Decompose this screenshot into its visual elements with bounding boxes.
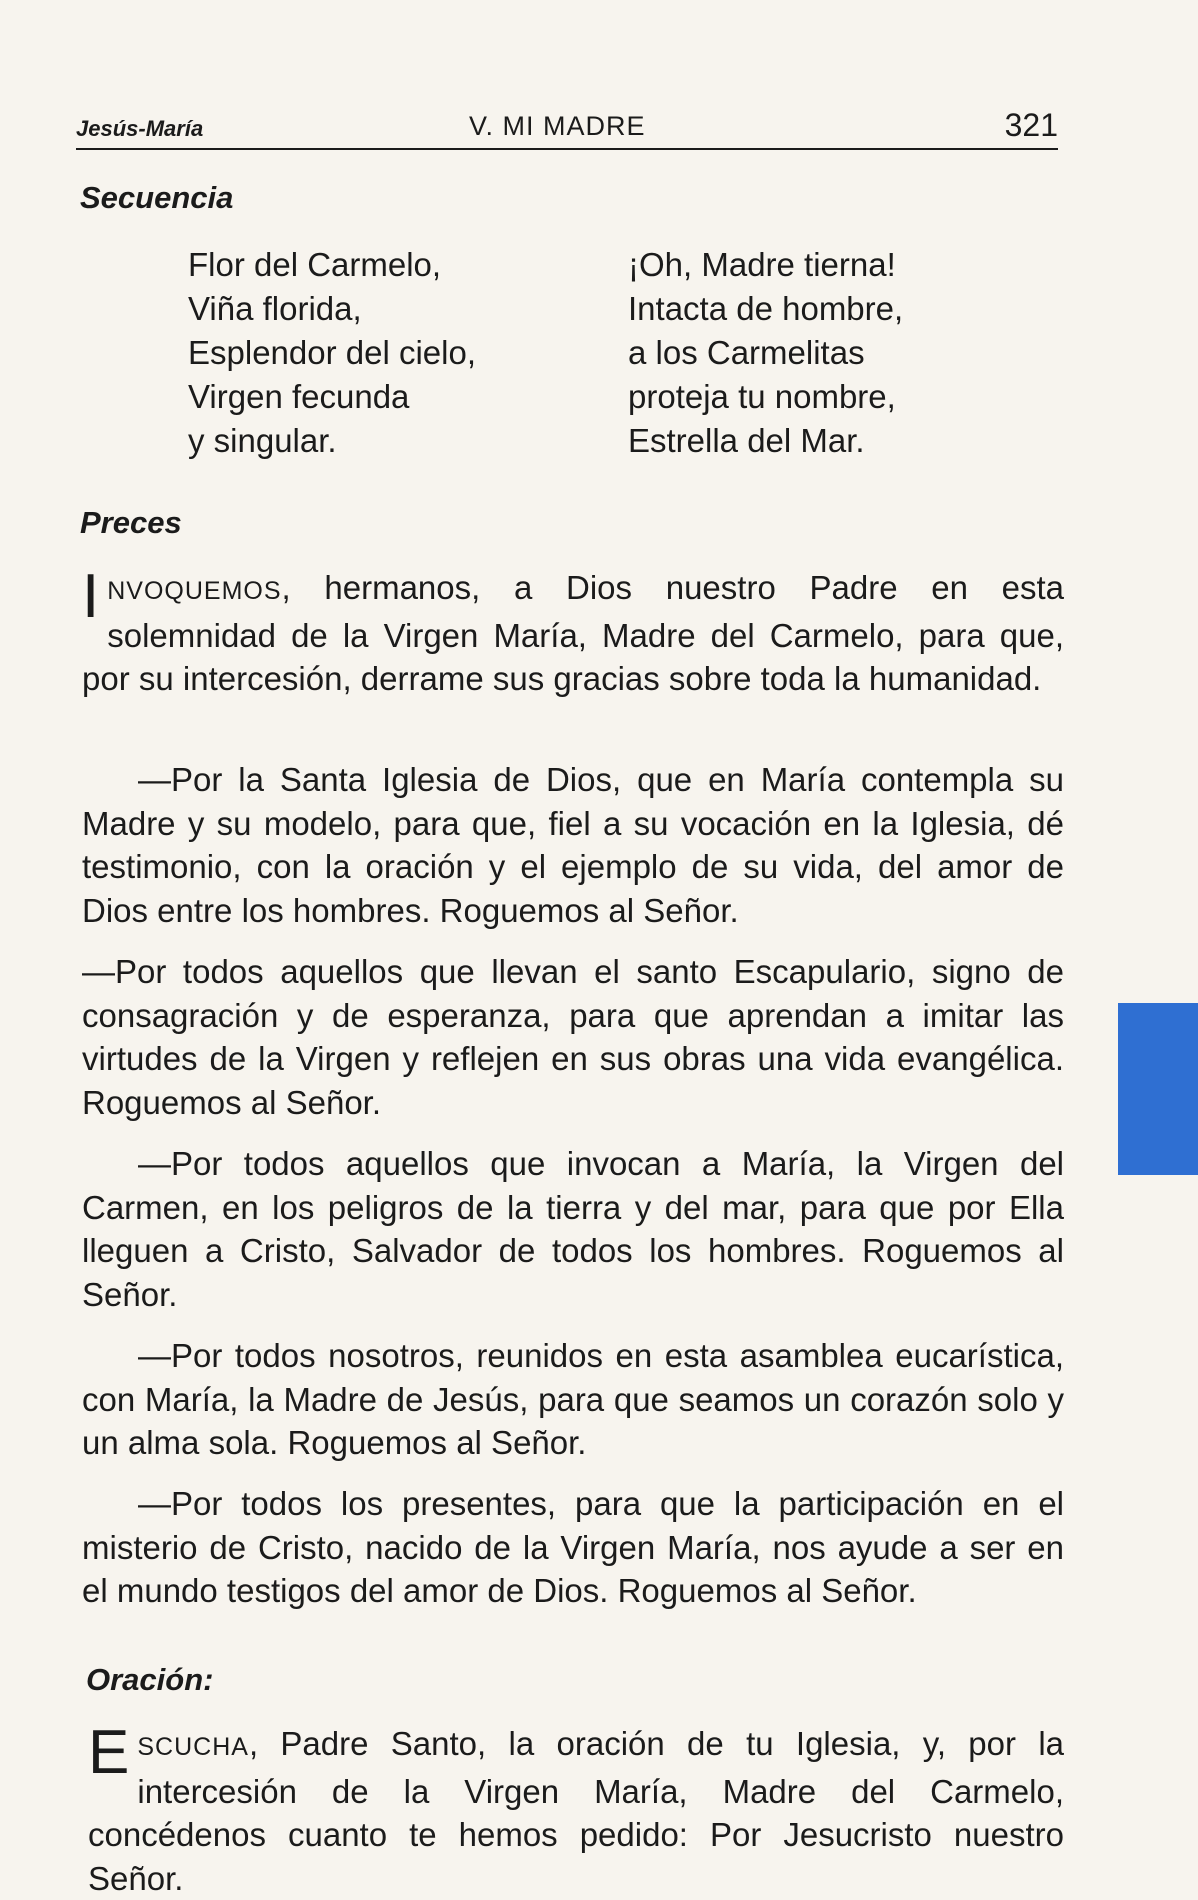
oracion-title: Oración: bbox=[86, 1662, 214, 1697]
petition-5: —Por todos los presentes, para que la participación en el misterio de Cristo, nacido de la Virgen María, nos ayude a ser en el mundo testigos del amor de Dios. Roguemos al Señor. bbox=[82, 1485, 1064, 1609]
petition-3: —Por todos aquellos que invocan a María, la Virgen del Carmen, en los peligros de la tierra y del mar, para que por Ella lleguen a Cristo, Salvador de todos los hombres. Roguemos al Señor. bbox=[82, 1145, 1064, 1313]
secuencia-title: Secuencia bbox=[80, 180, 234, 215]
running-head-left: Jesús-María bbox=[76, 116, 204, 141]
verse-line: Estrella del Mar. bbox=[628, 422, 865, 459]
verse-line: Viña florida, bbox=[188, 290, 362, 327]
verse-right-column bbox=[628, 243, 903, 463]
verse-line: Intacta de hombre, bbox=[628, 290, 904, 327]
preces-intro bbox=[82, 562, 1064, 701]
verse-line: proteja tu nombre, bbox=[628, 378, 896, 415]
preces-title: Preces bbox=[80, 505, 182, 540]
verse-left-column bbox=[188, 243, 476, 463]
intro-text: , hermanos, a Dios nuestro Padre en esta solemnidad de la Virgen María, Madre del Carmelo, para que, por su intercesión, derrame sus gracias sobre toda la humanidad. bbox=[82, 569, 1064, 697]
oracion-text bbox=[88, 1718, 1064, 1900]
petition-1: —Por la Santa Iglesia de Dios, que en María contempla su Madre y su modelo, para que, fiel a su vocación en la Iglesia, dé testimonio, con la oración y el ejemplo de su vida, del amor de Dios entre los hombres. Roguemos al Señor. bbox=[82, 761, 1064, 929]
chapter-title: V. MI MADRE bbox=[469, 111, 646, 141]
verse-line: a los Carmelitas bbox=[628, 334, 865, 371]
drop-cap: I bbox=[82, 562, 100, 631]
drop-cap: E bbox=[88, 1718, 130, 1787]
verse-line: Flor del Carmelo, bbox=[188, 246, 442, 283]
page-header bbox=[76, 102, 1058, 150]
page-tab-marker bbox=[1118, 1003, 1198, 1175]
verse-line: Esplendor del cielo, bbox=[188, 334, 477, 371]
small-caps-opening: NVOQUEMOS bbox=[107, 577, 282, 605]
small-caps-opening: SCUCHA bbox=[137, 1733, 249, 1761]
page-number: 321 bbox=[1004, 107, 1058, 143]
verse-line: ¡Oh, Madre tierna! bbox=[628, 246, 896, 283]
verse-line: y singular. bbox=[188, 422, 337, 459]
oracion-body: , Padre Santo, la oración de tu Iglesia, y, por la intercesión de la Virgen María, Madre del Carmelo, concédenos cuanto te hemos pedido: Por Jesucristo nuestro Señor. bbox=[88, 1725, 1064, 1897]
petition-2: —Por todos aquellos que llevan el santo Escapulario, signo de consagración y de esperanza, para que aprendan a imitar las virtudes de la Virgen y reflejen en sus obras una vida evangélica. Roguemos al Señor. bbox=[82, 953, 1064, 1121]
petition-4: —Por todos nosotros, reunidos en esta asamblea eucarística, con María, la Madre de Jesús, para que seamos un corazón solo y un alma sola. Roguemos al Señor. bbox=[82, 1337, 1064, 1461]
verse-line: Virgen fecunda bbox=[188, 378, 410, 415]
